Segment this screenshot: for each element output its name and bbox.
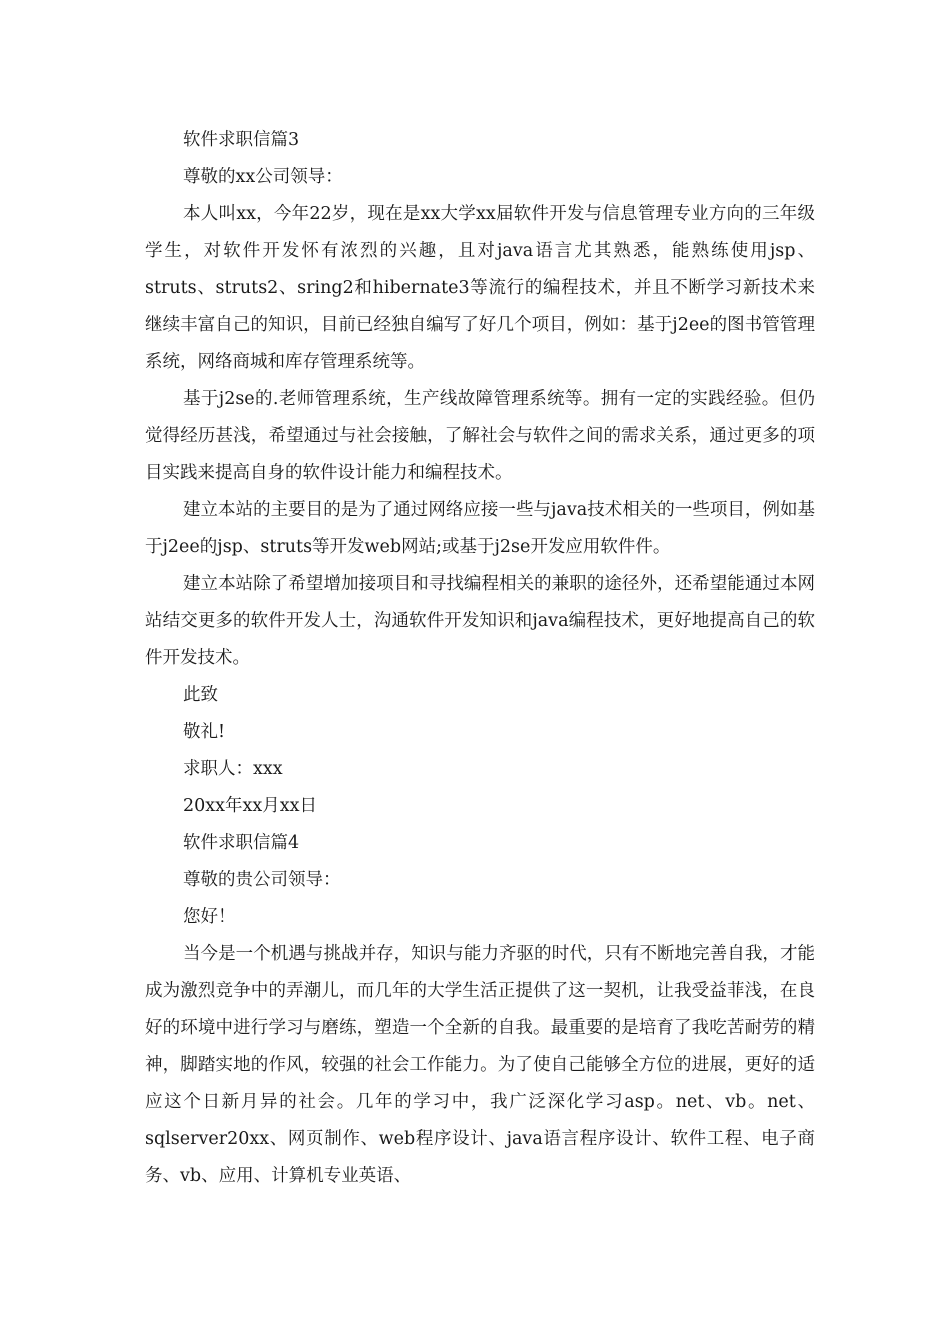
letter3-closing-1: 此致 [183,685,218,705]
letter4-greeting: 您好！ [183,907,236,927]
letter3-closing-2: 敬礼! [183,722,226,742]
letter3-heading: 软件求职信篇3 [183,130,300,150]
letter3-paragraph-4: 建立本站除了希望增加接项目和寻找编程相关的兼职的途径外，还希望能通过本网站结交更多的软件开发人士，沟通软件开发知识和java编程技术，更好地提高自己的软件开发技术。 [145,574,815,668]
letter3-signature: 求职人：xxx [183,759,283,779]
letter3-salutation: 尊敬的xx公司领导： [183,167,343,187]
letter4-salutation: 尊敬的贵公司领导： [183,870,341,890]
letter3-paragraph-3: 建立本站的主要目的是为了通过网络应接一些与java技术相关的一些项目，例如基于j2ee的jsp、struts等开发web网站;或基于j2se开发应用软件件。 [145,500,815,557]
letter3-paragraph-1: 本人叫xx，今年22岁，现在是xx大学xx届软件开发与信息管理专业方向的三年级学生，对软件开发怀有浓烈的兴趣，且对java语言尤其熟悉，能熟练使用jsp、struts、struts2、sring2和hibernate3等流行的编程技术，并且不断学习新技术来继续丰富自己的知识，目前已经独自编写了好几个项目，例如：基于j2ee的图书管管理系统，网络商城和库存管理系统等。 [145,204,815,372]
letter3-paragraph-2: 基于j2se的.老师管理系统，生产线故障管理系统等。拥有一定的实践经验。但仍觉得经历甚浅，希望通过与社会接触，了解社会与软件之间的需求关系，通过更多的项目实践来提高自身的软件设计能力和编程技术。 [145,389,815,483]
letter4-heading: 软件求职信篇4 [183,833,300,853]
document-body [145,122,815,1195]
letter3-date: 20xx年xx月xx日 [183,796,317,816]
letter4-paragraph-1: 当今是一个机遇与挑战并存，知识与能力齐驱的时代，只有不断地完善自我，才能成为激烈竞争中的弄潮儿，而几年的大学生活正提供了这一契机，让我受益菲浅，在良好的环境中进行学习与磨练，塑造一个全新的自我。最重要的是培育了我吃苦耐劳的精神，脚踏实地的作风，较强的社会工作能力。为了使自己能够全方位的进展，更好的适应这个日新月异的社会。几年的学习中，我广泛深化学习asp。net、vb。net、sqlserver20xx、网页制作、web程序设计、java语言程序设计、软件工程、电子商务、vb、应用、计算机专业英语、 [145,944,815,1186]
